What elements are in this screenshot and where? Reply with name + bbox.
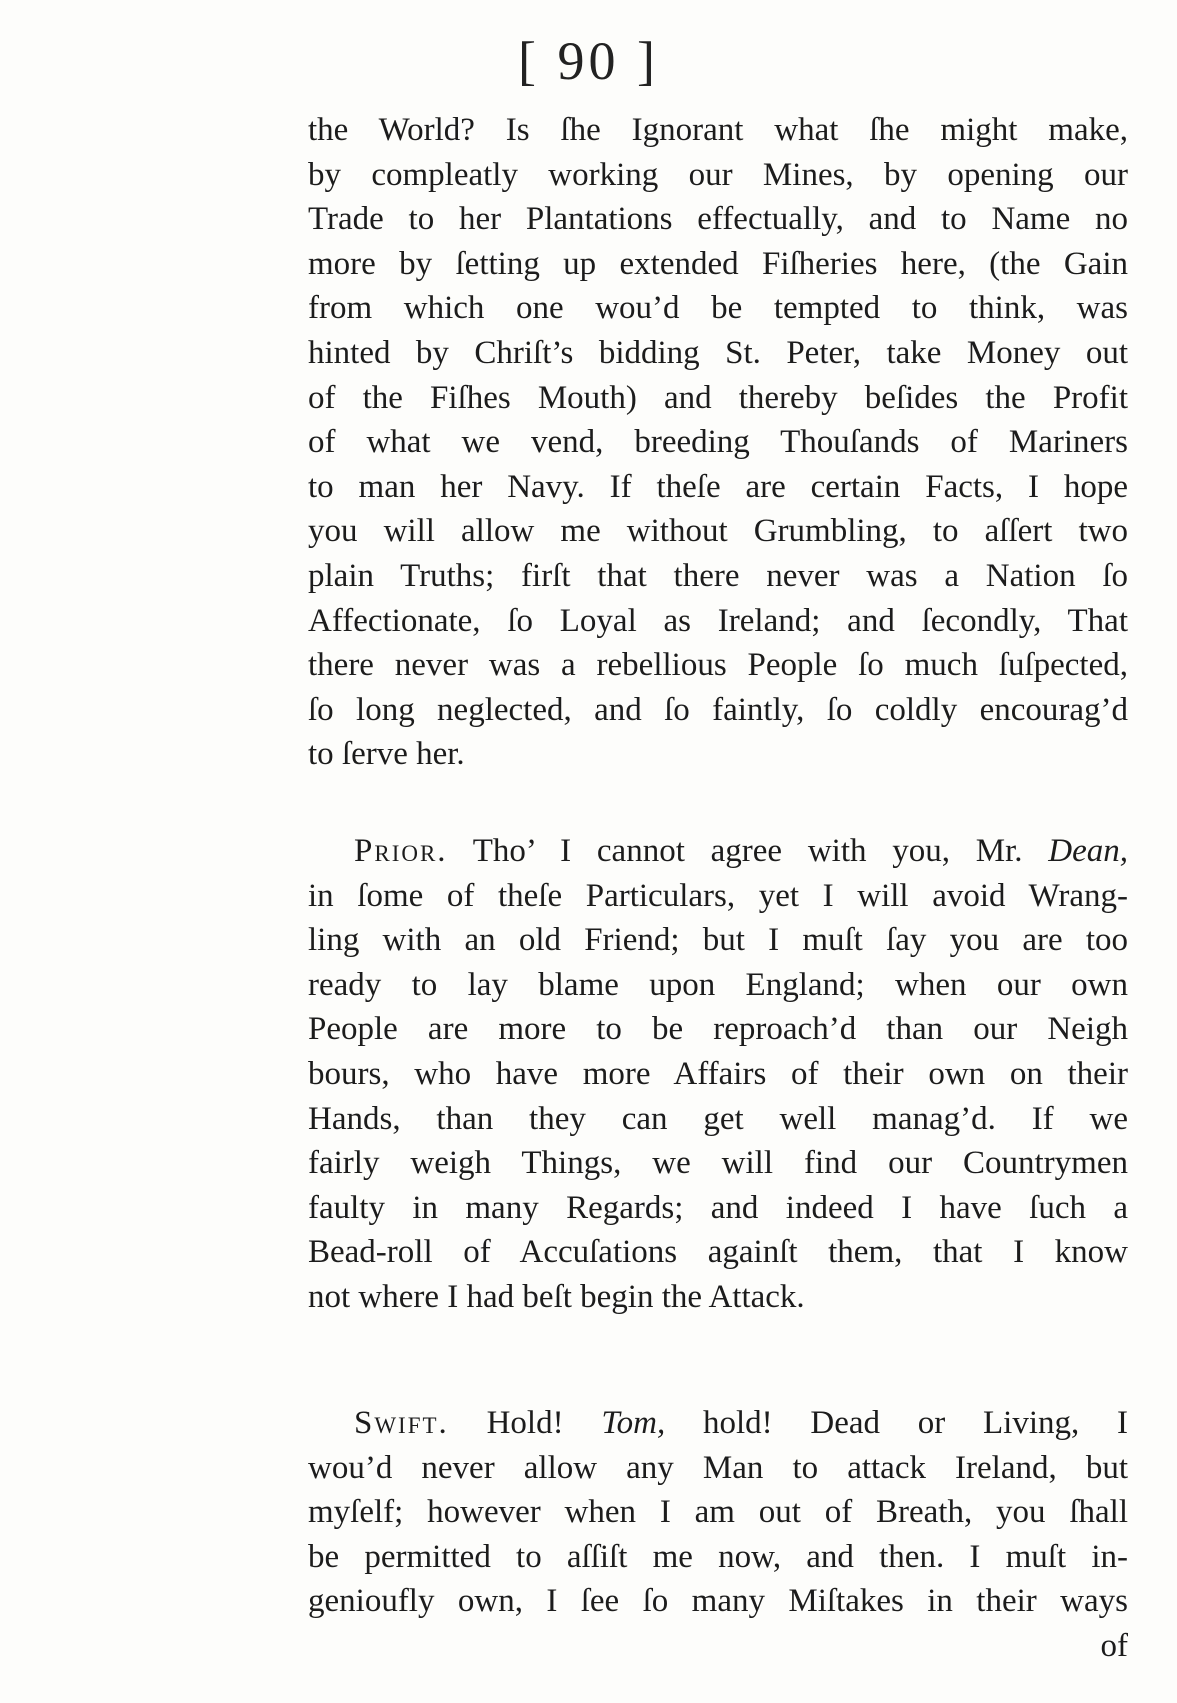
text-line: not where I had beſt begin the Attack. bbox=[308, 1278, 805, 1315]
text-line: ready to lay blame upon England; when our own bbox=[308, 966, 1128, 1003]
catchword: of bbox=[1100, 1627, 1128, 1664]
text-line: in ſome of theſe Particulars, yet I will avoid Wrang- bbox=[308, 877, 1128, 914]
text-line: Hands, than they can get well manag’d. If we bbox=[308, 1100, 1128, 1137]
text-line: be permitted to aſſiſt me now, and then. I muſt in- bbox=[308, 1538, 1128, 1575]
text-line: myſelf; however when I am out of Breath, you ſhall bbox=[308, 1494, 1128, 1531]
text-line: to man her Navy. If theſe are certain Facts, I hope bbox=[308, 468, 1128, 505]
text-line: to ſerve her. bbox=[308, 736, 465, 773]
text-line: of the Fiſhes Mouth) and thereby beſides the Profit bbox=[308, 379, 1128, 416]
text-line: Trade to her Plantations effectually, and to Name no bbox=[308, 201, 1128, 238]
text-line: genioufly own, I ſee ſo many Miſtakes in their ways bbox=[308, 1583, 1128, 1620]
text-line: wou’d never allow any Man to attack Ireland, but bbox=[308, 1449, 1128, 1486]
text-span: hold! Dead or Living, I bbox=[665, 1405, 1128, 1441]
text-line: Affectionate, ſo Loyal as Ireland; and ſecondly, That bbox=[308, 602, 1128, 639]
text-line: hinted by Chriſt’s bidding St. Peter, take Money out bbox=[308, 334, 1128, 371]
text-span: Hold! bbox=[448, 1405, 602, 1441]
italic-text: Tom, bbox=[601, 1405, 666, 1441]
text-line: the World? Is ſhe Ignorant what ſhe might make, bbox=[308, 112, 1128, 148]
text-line: People are more to be reproach’d than our Neigh bbox=[308, 1011, 1128, 1048]
first-line bbox=[308, 829, 1128, 874]
speaker-name: Prior. bbox=[354, 833, 448, 869]
text-line: Bead-roll of Accuſations againſt them, that I know bbox=[308, 1234, 1128, 1271]
speaker-name: Swift. bbox=[354, 1405, 449, 1441]
text-line: of what we vend, breeding Thouſands of Mariners bbox=[308, 424, 1128, 461]
page-number: [ 90 ] bbox=[518, 31, 659, 91]
paragraph-2 bbox=[308, 829, 1128, 1320]
text-line: there never was a rebellious People ſo much ſuſpected, bbox=[308, 647, 1128, 684]
text-line: by compleatly working our Mines, by opening our bbox=[308, 156, 1128, 193]
text-line: faulty in many Regards; and indeed I have ſuch a bbox=[308, 1189, 1128, 1226]
text-line: ling with an old Friend; but I muſt ſay you are too bbox=[308, 922, 1128, 959]
text-line: more by ſetting up extended Fiſheries here, (the Gain bbox=[308, 245, 1128, 282]
text-line: fairly weigh Things, we will find our Countrymen bbox=[308, 1145, 1128, 1182]
italic-text: Dean, bbox=[1048, 833, 1128, 869]
text-line: bours, who have more Affairs of their own on their bbox=[308, 1055, 1128, 1092]
paragraph-1 bbox=[308, 108, 1128, 777]
first-line bbox=[308, 1401, 1128, 1446]
text-line: from which one wou’d be tempted to think, was bbox=[308, 290, 1128, 327]
text-line: ſo long neglected, and ſo faintly, ſo coldly encourag’d bbox=[308, 691, 1128, 728]
paragraph-3 bbox=[308, 1401, 1128, 1669]
text-span: Tho’ I cannot agree with you, Mr. bbox=[447, 833, 1049, 869]
text-line: plain Truths; firſt that there never was a Nation ſo bbox=[308, 557, 1128, 594]
text-line: you will allow me without Grumbling, to aſſert two bbox=[308, 513, 1128, 550]
